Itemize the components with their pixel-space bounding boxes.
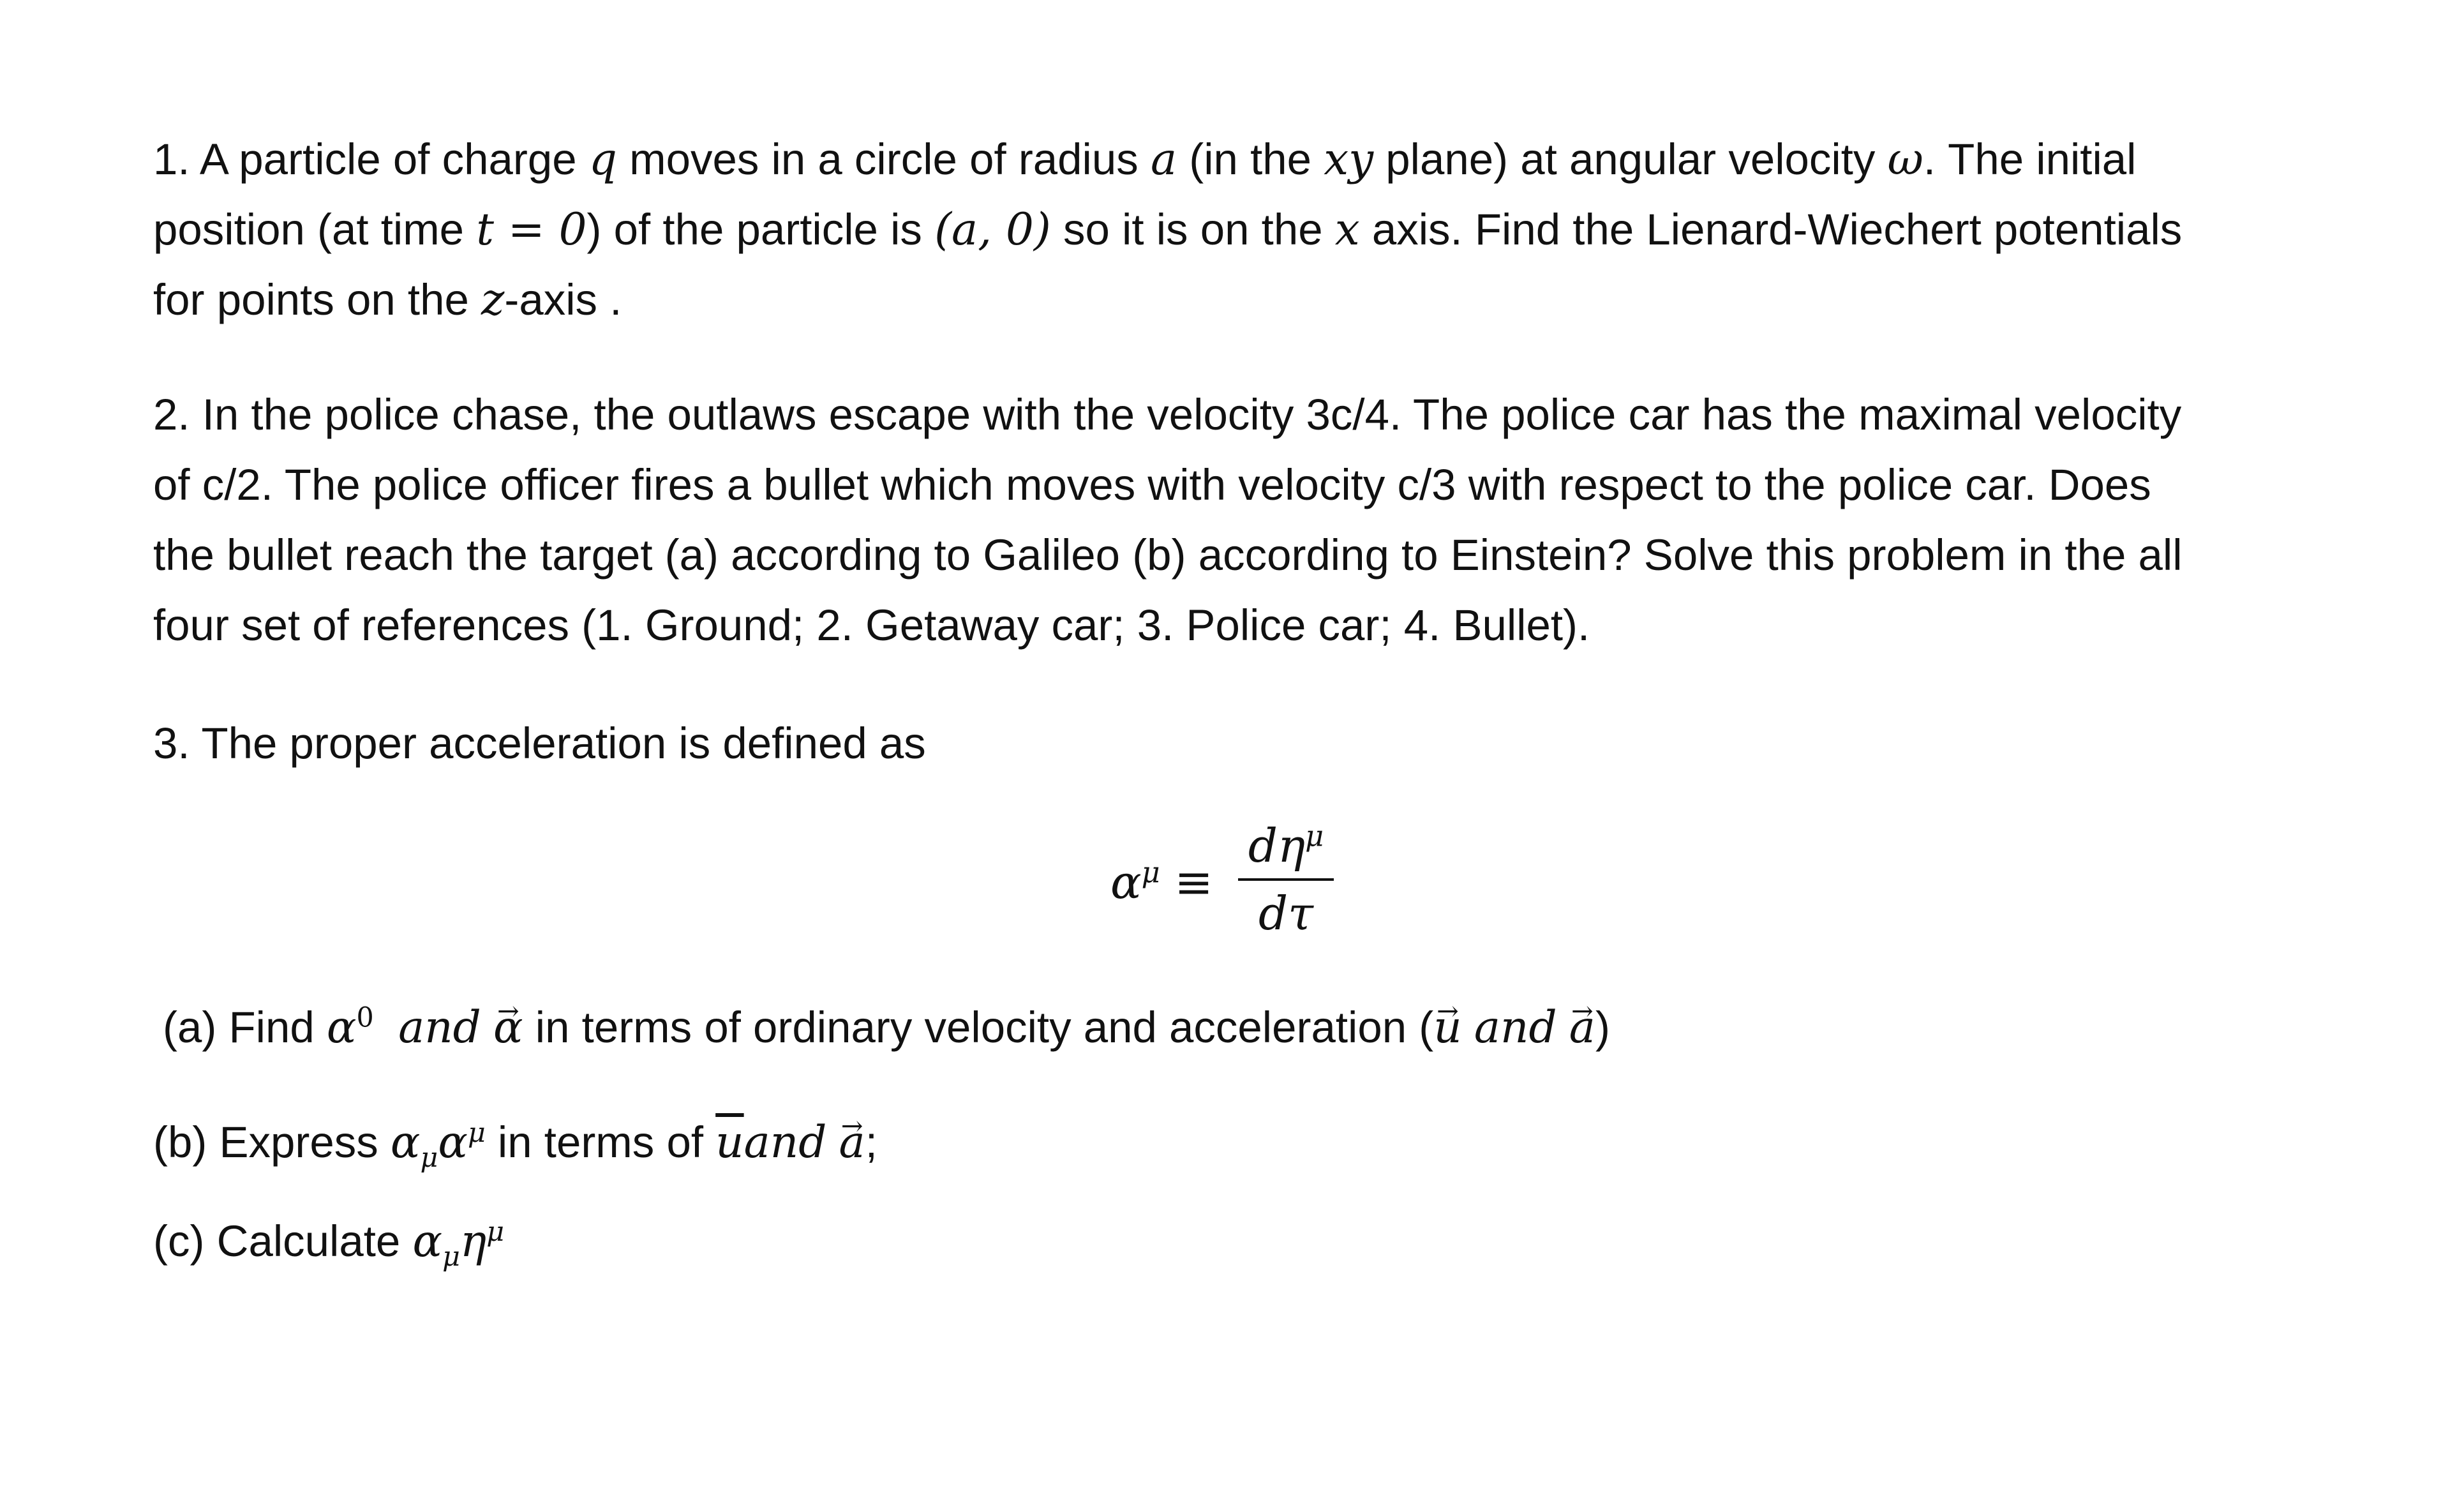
- text: -axis .: [504, 275, 622, 324]
- text: (in the: [1177, 135, 1324, 184]
- problem-1: [153, 124, 2323, 335]
- problem-2-line-3: the bullet reach the target (a) according to Galileo (b) according to Einstein? Solve this problem in the all: [153, 530, 2183, 580]
- math-position: (a, 0): [934, 204, 1051, 255]
- part-c-line: [153, 1206, 2323, 1277]
- superscript-mu: μ: [486, 1216, 504, 1248]
- part-a-line: [163, 993, 2333, 1063]
- math-and: and: [743, 1117, 827, 1168]
- vector-alpha: → α: [493, 993, 523, 1063]
- fraction-bar: [1238, 878, 1334, 881]
- math-alpha: α: [326, 1002, 357, 1053]
- math-x: x: [1334, 204, 1360, 255]
- alpha: α: [1110, 855, 1142, 909]
- text: position (at time: [153, 205, 477, 254]
- text: so it is on the: [1050, 205, 1335, 254]
- text: in terms of: [485, 1118, 716, 1167]
- equation-lhs: [1110, 855, 1213, 909]
- math-q: q: [588, 134, 617, 185]
- numerator: [1238, 817, 1334, 874]
- problem-3-intro: [153, 708, 2323, 779]
- vector-a: → a: [1569, 993, 1595, 1063]
- vector-u: → u: [1433, 993, 1461, 1063]
- problem-3-part-b: [153, 1107, 2323, 1178]
- math-alpha: α: [438, 1117, 468, 1168]
- equiv-sign: ≡: [1174, 855, 1213, 909]
- text: 1. A particle of charge: [153, 135, 589, 184]
- problem-2: [153, 380, 2323, 661]
- d-eta: dη: [1248, 819, 1306, 873]
- subscript-mu: μ: [442, 1240, 460, 1273]
- math-and: and: [398, 1002, 481, 1053]
- subscript-mu: μ: [420, 1141, 438, 1174]
- text: (a) Find: [163, 1003, 327, 1052]
- problem-1-line-2: [153, 195, 2323, 265]
- text: axis. Find the Lienard-Wiechert potentials: [1359, 205, 2183, 254]
- problem-1-line-3: [153, 265, 2323, 335]
- part-b-line: [153, 1107, 2323, 1178]
- math-omega: ω: [1887, 134, 1923, 185]
- superscript-mu: μ: [467, 1117, 486, 1149]
- math-xy: xy: [1324, 134, 1374, 185]
- proper-acceleration-equation: [1110, 817, 1366, 945]
- text: plane) at angular velocity: [1373, 135, 1888, 184]
- text: . The initial: [1923, 135, 2137, 184]
- text: for points on the: [153, 275, 481, 324]
- math-t-zero: t = 0: [476, 204, 587, 255]
- math-z: z: [481, 274, 505, 326]
- text: (c) Calculate: [153, 1217, 413, 1266]
- text: ;: [865, 1118, 877, 1167]
- problem-2-line-1: 2. In the police chase, the outlaws escape with the velocity 3c/4. The police car has the maximal velocity: [153, 390, 2182, 439]
- math-and: and: [1474, 1002, 1557, 1053]
- problem-3-part-a: [163, 993, 2333, 1063]
- text: moves in a circle of radius: [616, 135, 1151, 184]
- text: ): [1595, 1003, 1610, 1052]
- math-a: a: [1150, 134, 1177, 185]
- math-alpha: α: [412, 1216, 443, 1267]
- denominator: dτ: [1258, 887, 1313, 940]
- vector-a: → a: [839, 1107, 865, 1178]
- text: (b) Express: [153, 1118, 391, 1167]
- math-alpha: α: [390, 1117, 421, 1168]
- text: in terms of ordinary velocity and acceleration (: [523, 1003, 1434, 1052]
- superscript-zero: 0: [356, 1002, 374, 1034]
- math-eta: η: [459, 1216, 487, 1267]
- problem-3-part-c: [153, 1206, 2323, 1277]
- text: ) of the particle is: [586, 205, 935, 254]
- problem-2-line-4: four set of references (1. Ground; 2. Getaway car; 3. Police car; 4. Bullet).: [153, 601, 1590, 650]
- vector-u-overline: $\overline{u}$: [715, 1117, 744, 1168]
- problem-2-line-2: of c/2. The police officer fires a bullet which moves with velocity c/3 with respect to the police car. Does: [153, 460, 2151, 509]
- problem-1-line-1: [153, 124, 2323, 195]
- fraction: [1238, 817, 1334, 942]
- problem-3-intro-text: 3. The proper acceleration is defined as: [153, 719, 926, 768]
- superscript-mu: μ: [1141, 856, 1160, 889]
- superscript-mu: μ: [1305, 820, 1324, 853]
